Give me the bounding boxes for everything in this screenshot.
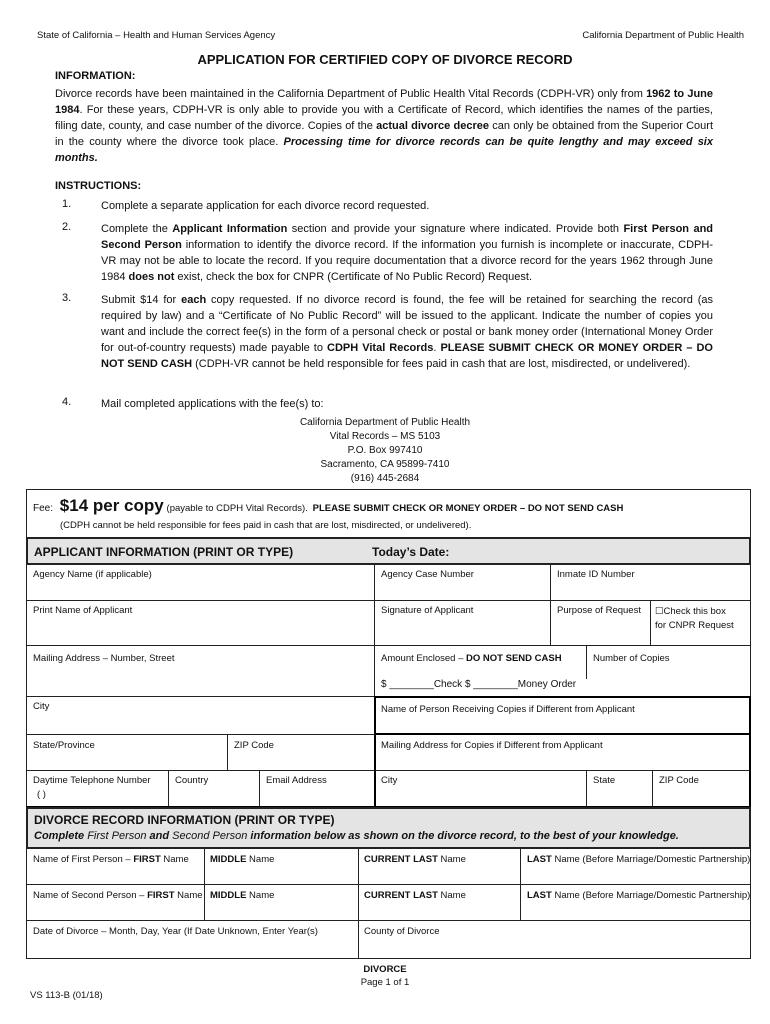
instruction-4-number: 4. (62, 396, 72, 408)
phone-parentheses: ( ) (37, 789, 46, 800)
zip-code-label: ZIP Code (234, 740, 274, 751)
first-person-middle-name-label: MIDDLE Name (210, 854, 275, 865)
country-label: Country (175, 775, 209, 786)
instruction-3: Submit $14 for each copy requested. If no divorce record is found, the fee will be retained for searching the record (as required by law) and a “Certificate of No Public Record” will be issued to the applicant. Indicate the number of copies you want and include the correct fee(s) in the form of a personal check or postal or bank money order (International Money Order for out-of-country requests) made payable to CDPH Vital Records. PLEASE SUBMIT CHECK OR MONEY ORDER – DO NOT SEND CASH (CDPH-VR cannot be held responsible for fees paid in cash that are lost, misdirected, or undelivered). (101, 294, 714, 370)
email-label: Email Address (266, 775, 327, 786)
second-person-current-last-label: CURRENT LAST Name (364, 890, 466, 901)
receiving-person-label: Name of Person Receiving Copies if Different from Applicant (381, 704, 635, 715)
fee-amount: $14 per copy (59, 496, 164, 515)
footer-divorce: DIVORCE (363, 964, 407, 975)
instructions-heading: INSTRUCTIONS: (55, 180, 142, 192)
information-paragraph: Divorce records have been maintained in the California Department of Public Health Vital Records (CDPH-VR) only from 1962 to June 1984. For these years, CDPH-VR is only able to provide you with a Certificate of Record, which identifies the names of the parties, filing date, county, and case number of the divorce. Copies of the actual divorce decree can only be obtained from the Superior Court in the county where the divorce took place. Processing time for divorce records can be quite lengthy and may exceed six months. (55, 88, 713, 164)
fee-note: (CDPH cannot be held responsible for fees paid in cash that are lost, misdirected, or undelivered). (60, 520, 472, 531)
state-copies-label: State (593, 775, 616, 786)
mailing-address-block (0, 416, 770, 486)
fee-line (33, 496, 623, 516)
inmate-id-label: Inmate ID Number (557, 569, 635, 580)
instruction-1-number: 1. (62, 198, 72, 210)
address-line-2: Vital Records – MS 5103 (329, 431, 441, 442)
number-of-copies-label: Number of Copies (593, 653, 670, 664)
address-line-3: P.O. Box 997410 (347, 445, 423, 456)
check-money-order-line: $ ________Check $ ________Money Order (381, 679, 577, 690)
fee-label: Fee: (33, 503, 54, 514)
agency-case-number-label: Agency Case Number (381, 569, 474, 580)
agency-name-label: Agency Name (if applicable) (33, 569, 152, 580)
agency-header: State of California – Health and Human Services Agency (37, 30, 276, 41)
page-title: APPLICATION FOR CERTIFIED COPY OF DIVORCE RECORD (197, 52, 573, 67)
instruction-3-number: 3. (62, 292, 72, 304)
first-person-first-name-label: Name of First Person – FIRST Name (33, 854, 189, 865)
checkbox-icon[interactable]: ☐ (655, 606, 664, 617)
print-name-label: Print Name of Applicant (33, 605, 133, 616)
form-id: VS 113-B (01/18) (30, 990, 103, 1001)
footer-page-number: Page 1 of 1 (360, 977, 410, 988)
zip-copies-label: ZIP Code (659, 775, 699, 786)
city-label: City (33, 701, 50, 712)
first-person-last-name-label: LAST Name (Before Marriage/Domestic Partnership) (527, 854, 751, 865)
address-line-1: California Department of Public Health (299, 417, 471, 428)
department-header: California Department of Public Health (582, 30, 744, 41)
instruction-2-number: 2. (62, 221, 72, 233)
fee-warning: PLEASE SUBMIT CHECK OR MONEY ORDER – DO NOT SEND CASH (312, 503, 624, 514)
mailing-copies-label: Mailing Address for Copies if Different from Applicant (381, 740, 603, 751)
fee-payable: (payable to CDPH Vital Records). (166, 503, 308, 514)
todays-date-label: Today’s Date: (372, 545, 450, 559)
cnpr-checkbox[interactable]: ☐Check this box for CNPR Request (655, 606, 734, 631)
daytime-phone-label: Daytime Telephone Number (33, 775, 151, 786)
second-person-last-name-label: LAST Name (Before Marriage/Domestic Partnership) (527, 890, 751, 901)
county-of-divorce-label: County of Divorce (364, 926, 440, 937)
signature-label: Signature of Applicant (381, 605, 474, 616)
second-person-middle-name-label: MIDDLE Name (210, 890, 275, 901)
information-heading: INFORMATION: (55, 70, 136, 82)
address-line-5: (916) 445-2684 (350, 473, 420, 484)
amount-enclosed-label: Amount Enclosed – DO NOT SEND CASH (381, 653, 562, 664)
first-person-current-last-label: CURRENT LAST Name (364, 854, 466, 865)
instruction-2: Complete the Applicant Information section and provide your signature where indicated. Provide both First Person and Second Person information to identify the divorce record. If the information you furnish is incomplete or inaccurate, CDPH-VR may not be able to locate the record. If you require documentation that a divorce record for the years 1962 through June 1984 does not exist, check the box for CNPR (Certificate of No Public Record) Request. (101, 223, 714, 283)
second-person-first-name-label: Name of Second Person – FIRST Name (33, 890, 203, 901)
address-line-4: Sacramento, CA 95899-7410 (320, 459, 450, 470)
instruction-1: Complete a separate application for each divorce record requested. (101, 200, 430, 212)
state-province-label: State/Province (33, 740, 95, 751)
divorce-subheading: Complete First Person and Second Person information below as shown on the divorce record, to the best of your knowledge. (34, 830, 679, 842)
divorce-heading: DIVORCE RECORD INFORMATION (PRINT OR TYPE) (34, 813, 335, 827)
mailing-address-label: Mailing Address – Number, Street (33, 653, 175, 664)
city-copies-label: City (381, 775, 398, 786)
purpose-label: Purpose of Request (557, 605, 641, 616)
date-of-divorce-label: Date of Divorce – Month, Day, Year (If Date Unknown, Enter Year(s) (33, 926, 318, 937)
instruction-4: Mail completed applications with the fee(s) to: (101, 398, 324, 410)
applicant-heading: APPLICANT INFORMATION (PRINT OR TYPE) (34, 545, 294, 559)
